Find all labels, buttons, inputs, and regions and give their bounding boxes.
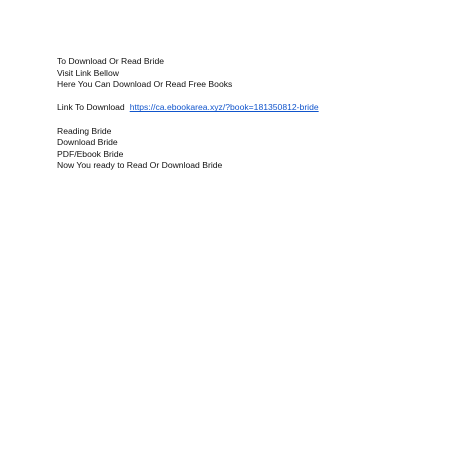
download-link[interactable]: https://ca.ebookarea.xyz/?book=181350812-bride: [129, 102, 319, 113]
download-link-label: Link To Download: [57, 102, 125, 113]
list-line-1: Reading Bride: [57, 125, 112, 136]
list-line-2: Download Bride: [57, 137, 118, 148]
intro-line-2: Visit Link Bellow: [57, 67, 119, 78]
paragraph-gap: [57, 114, 457, 126]
intro-line-3: Here You Can Download Or Read Free Books: [57, 79, 233, 90]
list-line-4: Now You ready to Read Or Download Bride: [57, 160, 223, 171]
document-body: [57, 56, 457, 172]
download-link-row: [57, 102, 457, 114]
paragraph-gap: [57, 91, 457, 103]
intro-line-1: To Download Or Read Bride: [57, 56, 164, 66]
list-line-3: PDF/Ebook Bride: [57, 148, 124, 159]
